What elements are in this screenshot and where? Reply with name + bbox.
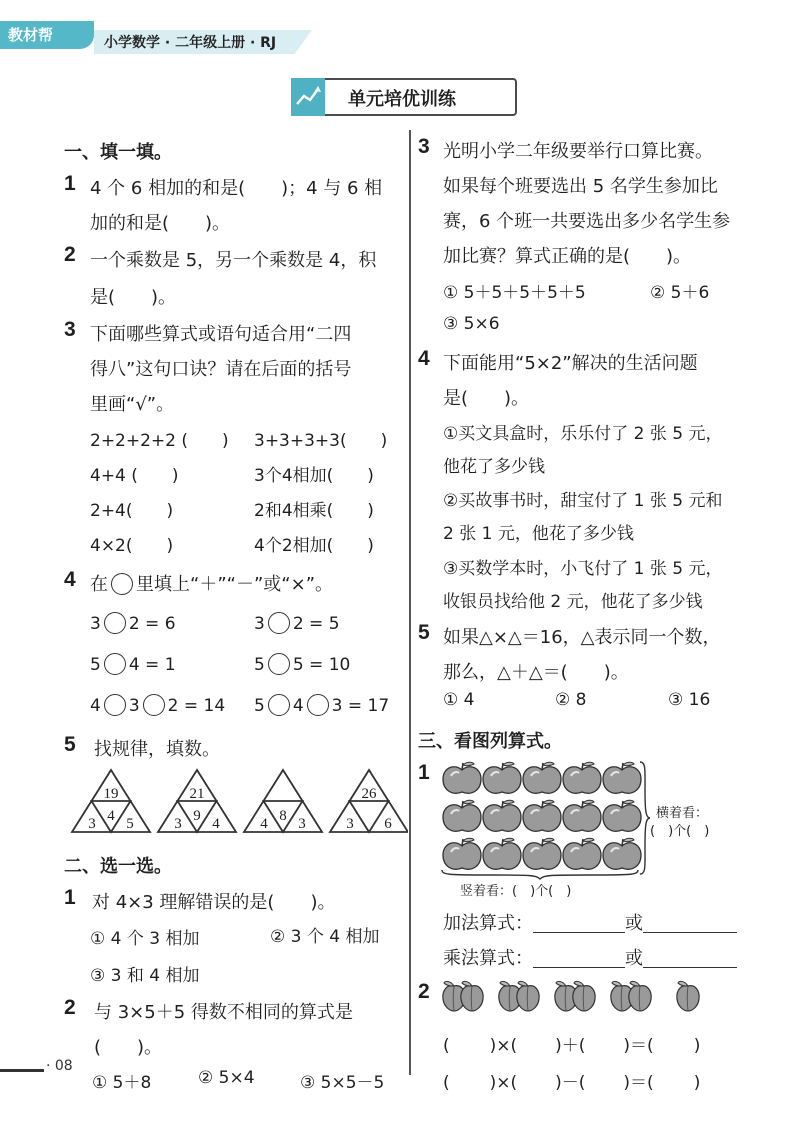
op-equation: 5 4 3 = 17: [254, 696, 390, 716]
option[interactable]: ③ 3 和 4 相加: [90, 966, 200, 986]
blank-circle[interactable]: [104, 612, 126, 634]
question-text: 里画“√”。: [90, 394, 175, 415]
question-text: 与 3×5＋5 得数不相同的算式是: [94, 1002, 353, 1023]
option[interactable]: ② 5×4: [198, 1068, 255, 1088]
option[interactable]: ① 5＋8: [92, 1073, 152, 1093]
blank-circle[interactable]: [268, 694, 290, 716]
peach-single: [677, 981, 699, 1011]
check-item[interactable]: 4+4 ( ): [90, 466, 179, 486]
apple-row-3: [443, 838, 641, 869]
answer-line[interactable]: [533, 949, 625, 968]
check-item[interactable]: 3个4相加( ): [254, 466, 374, 486]
op-equation: 5 5 = 10: [254, 655, 351, 675]
blank-circle[interactable]: [307, 694, 329, 716]
section-3-title: 三、看图列算式。: [418, 731, 562, 752]
addition-row: 加法算式： 或: [443, 909, 737, 935]
check-item[interactable]: 2+2+2+2 ( ): [90, 431, 229, 451]
check-item[interactable]: 2和4相乘( ): [254, 501, 374, 521]
bottom-brace: [440, 868, 640, 880]
tri-mid: 8: [279, 808, 287, 824]
apple-row-1: [443, 762, 641, 793]
tri-left: 3: [346, 816, 354, 832]
option[interactable]: ③ 5×5－5: [300, 1073, 385, 1093]
check-item[interactable]: 3+3+3+3( ): [254, 431, 388, 451]
option[interactable]: ①买文具盒时，乐乐付了 2 张 5 元，: [443, 424, 723, 444]
peach-group-1: [443, 981, 483, 1011]
check-item[interactable]: 4×2( ): [90, 536, 174, 556]
multiplication-row: 乘法算式： 或: [443, 944, 737, 970]
option-text: 收银员找给他 2 元，他花了多少钱: [443, 592, 703, 612]
blank-circle[interactable]: [268, 612, 290, 634]
tri-right: 3: [298, 816, 306, 832]
question-number: 1: [418, 761, 430, 784]
option-text: 2 张 1 元，他花了多少钱: [443, 524, 634, 544]
question-text: 赛，6 个班一共要选出多少名学生参: [443, 211, 731, 232]
series-badge: 教材帮: [0, 21, 94, 49]
answer-line[interactable]: [643, 914, 737, 933]
question-text: 在 里填上“＋”“－”或“×”。: [90, 574, 334, 595]
tri-right: 4: [212, 816, 220, 832]
answer-line[interactable]: [533, 914, 625, 933]
question-text: 一个乘数是 5，另一个乘数是 4，积: [90, 250, 377, 271]
apple-grid: [438, 758, 653, 878]
blank-circle[interactable]: [143, 694, 165, 716]
tri-mid: 9: [193, 808, 201, 824]
horizontal-view-label: 横着看：: [656, 806, 709, 821]
option[interactable]: ① 5＋5＋5＋5＋5: [443, 283, 586, 303]
question-text: 下面哪些算式或语句适合用“二四: [90, 324, 352, 345]
option[interactable]: ③买数学本时，小飞付了 1 张 5 元，: [443, 559, 723, 579]
question-number: 1: [64, 172, 76, 195]
option[interactable]: ② 3 个 4 相加: [270, 927, 380, 947]
check-item[interactable]: 4个2相加( ): [254, 536, 374, 556]
page-number: · 08: [46, 1058, 73, 1074]
op-equation: 3 2 = 6: [90, 614, 176, 634]
option[interactable]: ② 5＋6: [650, 283, 710, 303]
section-1-title: 一、填一填。: [64, 142, 172, 163]
blank-circle[interactable]: [104, 653, 126, 675]
question-number: 2: [418, 980, 430, 1003]
option[interactable]: ③ 5×6: [443, 314, 500, 334]
question-text: 找规律，填数。: [94, 739, 220, 760]
tri-top: 26: [361, 786, 377, 802]
peach-group-3: [555, 981, 595, 1011]
question-text: 如果每个班要选出 5 名学生参加比: [443, 176, 718, 197]
question-number: 3: [418, 135, 430, 158]
question-text: 4 个 6 相加的和是( )；4 与 6 相: [90, 178, 383, 199]
column-divider: [409, 130, 411, 1075]
blank-circle[interactable]: [268, 653, 290, 675]
right-brace: [638, 760, 652, 876]
tri-top: 21: [189, 786, 205, 802]
question-text: 得八”这句口诀？请在后面的括号: [90, 359, 352, 380]
option[interactable]: ③ 16: [668, 690, 711, 710]
question-text: 是( )。: [443, 388, 530, 409]
question-number: 2: [64, 243, 76, 266]
question-number: 5: [418, 621, 430, 644]
equation-row-2[interactable]: ( )×( )－( )＝( ): [443, 1073, 701, 1093]
question-number: 4: [418, 347, 430, 370]
op-equation: 4 3 2 = 14: [90, 696, 226, 716]
blank-circle: [111, 573, 133, 595]
tri-mid: 4: [107, 808, 115, 824]
option[interactable]: ②买故事书时，甜宝付了 1 张 5 元和: [443, 491, 723, 511]
horizontal-view-blanks[interactable]: ( )个( ): [650, 824, 710, 839]
question-text: 对 4×3 理解错误的是( )。: [92, 892, 336, 913]
question-number: 4: [64, 568, 76, 591]
vertical-view-label[interactable]: 竖着看：( )个( ): [460, 884, 572, 899]
option-text: 他花了多少钱: [443, 457, 545, 477]
question-text: ( )。: [94, 1037, 163, 1058]
question-text: 加的和是( )。: [90, 213, 231, 234]
question-number: 5: [64, 733, 76, 756]
equation-row-1[interactable]: ( )×( )＋( )＝( ): [443, 1036, 701, 1056]
blank-circle[interactable]: [104, 694, 126, 716]
footer-bar: [0, 1069, 44, 1072]
apple-row-2: [443, 800, 641, 831]
question-number: 3: [64, 318, 76, 341]
question-text: 是( )。: [90, 287, 177, 308]
peach-groups: [440, 978, 710, 1014]
question-text: 光明小学二年级要举行口算比赛。: [443, 141, 713, 162]
section-2-title: 二、选一选。: [64, 856, 172, 877]
book-title: 小学数学 · 二年级上册 · RJ: [104, 35, 277, 51]
option[interactable]: ① 4: [443, 690, 475, 710]
question-text: 加比赛？算式正确的是( )。: [443, 246, 692, 267]
answer-line[interactable]: [643, 949, 737, 968]
question-number: 1: [64, 886, 76, 909]
op-equation: 3 2 = 5: [254, 614, 340, 634]
check-item[interactable]: 2+4( ): [90, 501, 174, 521]
question-text: 下面能用“5×2”解决的生活问题: [443, 353, 698, 374]
unit-title: 单元培优训练: [348, 89, 456, 110]
tri-left: 3: [88, 816, 96, 832]
question-text: 如果△×△＝16，△表示同一个数，: [443, 627, 721, 648]
peach-group-4: [611, 981, 651, 1011]
peach-group-2: [499, 981, 539, 1011]
tri-right: 5: [126, 816, 134, 832]
tri-top: 19: [103, 786, 119, 802]
question-number: 2: [64, 996, 76, 1019]
triangle-puzzles: [68, 768, 408, 838]
tri-left: 3: [174, 816, 182, 832]
option[interactable]: ① 4 个 3 相加: [90, 929, 200, 949]
tri-left: 4: [260, 816, 268, 832]
op-equation: 5 4 = 1: [90, 655, 176, 675]
option[interactable]: ② 8: [555, 690, 587, 710]
trend-icon: [291, 78, 325, 116]
question-text: 那么，△＋△＝( )。: [443, 662, 629, 683]
tri-right: 6: [384, 816, 392, 832]
